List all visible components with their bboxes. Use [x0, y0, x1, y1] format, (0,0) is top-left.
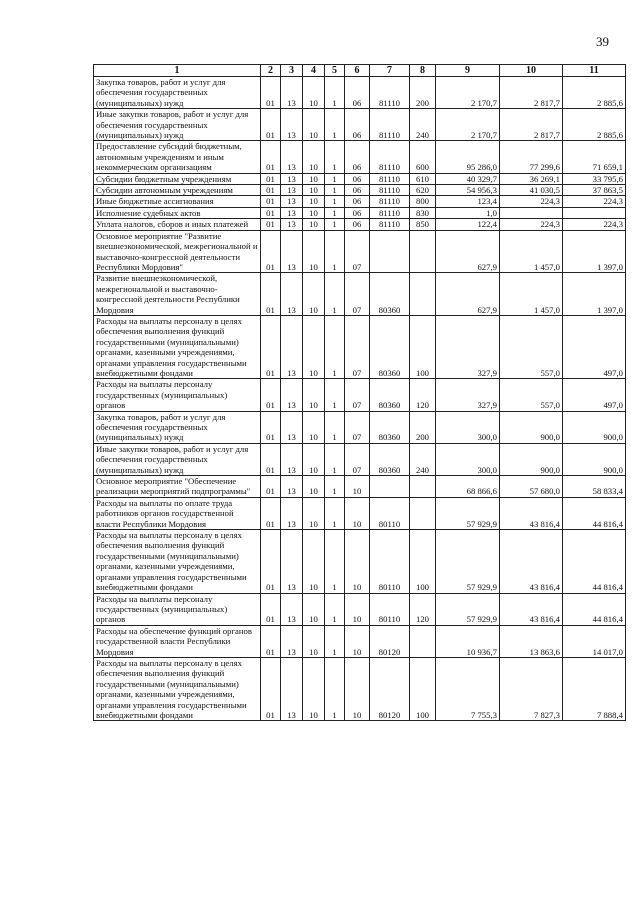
row-cell-c6: 07 [345, 230, 370, 273]
table-row [94, 411, 626, 443]
header-cell: 2 [261, 65, 281, 77]
row-cell-c7 [370, 476, 410, 498]
row-cell-c2: 01 [261, 141, 281, 173]
row-cell-c6: 06 [345, 207, 370, 218]
row-cell-c4: 10 [303, 379, 325, 411]
row-cell-c11: 58 833,4 [563, 476, 626, 498]
row-cell-c9: 627,9 [436, 230, 500, 273]
row-cell-c2: 01 [261, 230, 281, 273]
row-cell-c6: 06 [345, 109, 370, 141]
page-number: 39 [596, 34, 609, 49]
table-row [94, 196, 626, 207]
row-name-cell: Расходы на выплаты персоналу государственных (муниципальных) органов [94, 593, 261, 625]
row-cell-c7: 81110 [370, 173, 410, 184]
row-cell-c3: 13 [281, 443, 303, 475]
row-cell-c2: 01 [261, 476, 281, 498]
row-name-cell: Закупка товаров, работ и услуг для обеспечения государственных (муниципальных) нужд [94, 77, 261, 109]
row-cell-c10: 7 827,3 [500, 657, 563, 720]
row-cell-c11: 44 816,4 [563, 593, 626, 625]
row-cell-c3: 13 [281, 657, 303, 720]
row-cell-c5: 1 [325, 476, 345, 498]
row-cell-c4: 10 [303, 185, 325, 196]
row-cell-c6: 07 [345, 443, 370, 475]
row-cell-c4: 10 [303, 109, 325, 141]
row-cell-c10: 1 457,0 [500, 273, 563, 316]
row-cell-c2: 01 [261, 109, 281, 141]
table-row [94, 497, 626, 529]
row-cell-c11: 44 816,4 [563, 497, 626, 529]
row-cell-c6: 10 [345, 593, 370, 625]
row-name-cell: Расходы на обеспечение функций органов государственной власти Республики Мордовия [94, 625, 261, 657]
row-cell-c8: 600 [410, 141, 436, 173]
row-cell-c2: 01 [261, 315, 281, 378]
row-name-cell: Субсидии автономным учреждениям [94, 185, 261, 196]
row-cell-c8: 200 [410, 77, 436, 109]
row-cell-c3: 13 [281, 196, 303, 207]
row-cell-c8: 120 [410, 379, 436, 411]
row-cell-c9: 68 866,6 [436, 476, 500, 498]
row-cell-c8 [410, 497, 436, 529]
header-cell: 10 [500, 65, 563, 77]
row-name-cell: Расходы на выплаты персоналу в целях обеспечения выполнения функций государственными (муниципальными) органами, казенными учреждениями, органами управления государственными внебюджетными фондами [94, 657, 261, 720]
table-row [94, 109, 626, 141]
row-cell-c3: 13 [281, 173, 303, 184]
row-cell-c6: 07 [345, 379, 370, 411]
row-name-cell: Иные закупки товаров, работ и услуг для обеспечения государственных (муниципальных) нужд [94, 443, 261, 475]
table-row [94, 173, 626, 184]
row-cell-c7: 81110 [370, 185, 410, 196]
row-cell-c9: 57 929,9 [436, 593, 500, 625]
row-cell-c4: 10 [303, 230, 325, 273]
row-cell-c7: 81110 [370, 77, 410, 109]
row-cell-c3: 13 [281, 77, 303, 109]
table-row [94, 625, 626, 657]
row-cell-c6: 06 [345, 219, 370, 230]
row-cell-c11: 7 888,4 [563, 657, 626, 720]
row-cell-c3: 13 [281, 411, 303, 443]
row-cell-c11: 497,0 [563, 315, 626, 378]
header-cell: 6 [345, 65, 370, 77]
row-cell-c9: 57 929,9 [436, 530, 500, 593]
row-cell-c6: 10 [345, 476, 370, 498]
row-cell-c10: 43 816,4 [500, 530, 563, 593]
row-name-cell: Основное мероприятие "Обеспечение реализации мероприятий подпрограммы" [94, 476, 261, 498]
row-cell-c9: 10 936,7 [436, 625, 500, 657]
row-cell-c7: 80360 [370, 273, 410, 316]
row-cell-c7: 81110 [370, 219, 410, 230]
row-cell-c3: 13 [281, 109, 303, 141]
row-cell-c7: 80110 [370, 593, 410, 625]
row-cell-c8: 800 [410, 196, 436, 207]
row-cell-c7: 81110 [370, 109, 410, 141]
row-cell-c6: 06 [345, 141, 370, 173]
row-cell-c4: 10 [303, 530, 325, 593]
row-cell-c4: 10 [303, 625, 325, 657]
header-cell: 5 [325, 65, 345, 77]
row-cell-c3: 13 [281, 530, 303, 593]
row-cell-c8: 200 [410, 411, 436, 443]
header-cell: 8 [410, 65, 436, 77]
row-cell-c10: 36 269,1 [500, 173, 563, 184]
table-row [94, 273, 626, 316]
table-body [94, 77, 626, 721]
header-cell: 7 [370, 65, 410, 77]
row-cell-c9: 7 755,3 [436, 657, 500, 720]
row-cell-c6: 10 [345, 497, 370, 529]
row-cell-c4: 10 [303, 476, 325, 498]
row-cell-c10: 43 816,4 [500, 497, 563, 529]
row-cell-c8: 100 [410, 315, 436, 378]
row-cell-c4: 10 [303, 273, 325, 316]
row-cell-c2: 01 [261, 625, 281, 657]
table-header-row [94, 65, 626, 77]
row-cell-c2: 01 [261, 379, 281, 411]
row-cell-c11: 37 863,5 [563, 185, 626, 196]
row-cell-c10: 557,0 [500, 315, 563, 378]
row-cell-c8: 100 [410, 530, 436, 593]
row-cell-c9: 95 286,0 [436, 141, 500, 173]
row-name-cell: Предоставление субсидий бюджетным, автономным учреждениям и иным некоммерческим организациям [94, 141, 261, 173]
row-cell-c6: 06 [345, 77, 370, 109]
row-cell-c7: 80360 [370, 315, 410, 378]
row-cell-c3: 13 [281, 379, 303, 411]
header-cell: 11 [563, 65, 626, 77]
budget-table [93, 64, 626, 721]
row-cell-c2: 01 [261, 657, 281, 720]
row-cell-c8: 850 [410, 219, 436, 230]
row-cell-c8 [410, 476, 436, 498]
row-cell-c5: 1 [325, 185, 345, 196]
row-cell-c11: 900,0 [563, 411, 626, 443]
row-cell-c2: 01 [261, 207, 281, 218]
row-cell-c9: 300,0 [436, 411, 500, 443]
table-row [94, 315, 626, 378]
row-cell-c6: 07 [345, 315, 370, 378]
row-cell-c11: 1 397,0 [563, 230, 626, 273]
row-cell-c7: 80360 [370, 379, 410, 411]
row-name-cell: Основное мероприятие "Развитие внешнеэкономической, межрегиональной и выставочно-конгрессной деятельности Республики Мордовия" [94, 230, 261, 273]
row-cell-c5: 1 [325, 625, 345, 657]
row-cell-c6: 06 [345, 173, 370, 184]
row-name-cell: Расходы на выплаты по оплате труда работников органов государственной власти Республики Мордовия [94, 497, 261, 529]
row-cell-c10: 224,3 [500, 196, 563, 207]
row-cell-c11 [563, 207, 626, 218]
row-cell-c8: 240 [410, 109, 436, 141]
row-cell-c7: 80360 [370, 411, 410, 443]
row-cell-c2: 01 [261, 196, 281, 207]
table-row [94, 593, 626, 625]
row-cell-c5: 1 [325, 530, 345, 593]
table-row [94, 230, 626, 273]
row-cell-c5: 1 [325, 497, 345, 529]
table-row [94, 379, 626, 411]
table-row [94, 657, 626, 720]
row-cell-c2: 01 [261, 173, 281, 184]
row-cell-c11: 497,0 [563, 379, 626, 411]
row-name-cell: Уплата налогов, сборов и иных платежей [94, 219, 261, 230]
row-cell-c5: 1 [325, 219, 345, 230]
row-cell-c7: 81110 [370, 196, 410, 207]
row-cell-c8 [410, 625, 436, 657]
table-row [94, 476, 626, 498]
row-cell-c5: 1 [325, 273, 345, 316]
row-cell-c10: 57 680,0 [500, 476, 563, 498]
row-cell-c10: 2 817,7 [500, 77, 563, 109]
header-cell: 1 [94, 65, 261, 77]
row-cell-c3: 13 [281, 476, 303, 498]
row-cell-c9: 1,0 [436, 207, 500, 218]
row-cell-c8: 100 [410, 657, 436, 720]
row-cell-c3: 13 [281, 625, 303, 657]
row-cell-c8: 620 [410, 185, 436, 196]
row-cell-c11: 224,3 [563, 219, 626, 230]
row-cell-c9: 627,9 [436, 273, 500, 316]
row-cell-c7: 80110 [370, 497, 410, 529]
row-cell-c5: 1 [325, 196, 345, 207]
row-cell-c5: 1 [325, 315, 345, 378]
table-row [94, 219, 626, 230]
row-cell-c5: 1 [325, 230, 345, 273]
row-cell-c7: 80120 [370, 625, 410, 657]
row-cell-c11: 71 659,1 [563, 141, 626, 173]
row-cell-c5: 1 [325, 173, 345, 184]
row-name-cell: Развитие внешнеэкономической, межрегиональной и выставочно-конгрессной деятельности Республики Мордовия [94, 273, 261, 316]
row-cell-c6: 10 [345, 530, 370, 593]
row-cell-c2: 01 [261, 185, 281, 196]
row-cell-c9: 123,4 [436, 196, 500, 207]
row-cell-c6: 10 [345, 657, 370, 720]
row-name-cell: Расходы на выплаты персоналу государственных (муниципальных) органов [94, 379, 261, 411]
row-cell-c6: 10 [345, 625, 370, 657]
row-cell-c4: 10 [303, 77, 325, 109]
row-cell-c7: 80110 [370, 530, 410, 593]
row-cell-c10: 13 863,6 [500, 625, 563, 657]
row-name-cell: Иные бюджетные ассигнования [94, 196, 261, 207]
row-cell-c2: 01 [261, 497, 281, 529]
row-cell-c4: 10 [303, 196, 325, 207]
row-cell-c4: 10 [303, 593, 325, 625]
row-cell-c9: 327,9 [436, 379, 500, 411]
row-cell-c2: 01 [261, 273, 281, 316]
row-cell-c9: 40 329,7 [436, 173, 500, 184]
row-cell-c4: 10 [303, 173, 325, 184]
row-cell-c10: 224,3 [500, 219, 563, 230]
row-cell-c6: 06 [345, 185, 370, 196]
row-cell-c3: 13 [281, 273, 303, 316]
row-cell-c4: 10 [303, 315, 325, 378]
row-cell-c3: 13 [281, 185, 303, 196]
row-name-cell: Закупка товаров, работ и услуг для обеспечения государственных (муниципальных) нужд [94, 411, 261, 443]
row-cell-c3: 13 [281, 497, 303, 529]
table-row [94, 77, 626, 109]
row-cell-c9: 2 170,7 [436, 77, 500, 109]
row-cell-c3: 13 [281, 315, 303, 378]
row-cell-c8: 610 [410, 173, 436, 184]
row-cell-c11: 44 816,4 [563, 530, 626, 593]
table-row [94, 443, 626, 475]
row-name-cell: Иные закупки товаров, работ и услуг для обеспечения государственных (муниципальных) нужд [94, 109, 261, 141]
row-cell-c7: 80120 [370, 657, 410, 720]
row-cell-c8 [410, 273, 436, 316]
row-cell-c10: 2 817,7 [500, 109, 563, 141]
row-cell-c9: 300,0 [436, 443, 500, 475]
row-cell-c8 [410, 230, 436, 273]
row-cell-c9: 2 170,7 [436, 109, 500, 141]
row-cell-c7: 81110 [370, 141, 410, 173]
header-cell: 3 [281, 65, 303, 77]
table-row [94, 207, 626, 218]
row-cell-c8: 120 [410, 593, 436, 625]
row-cell-c8: 240 [410, 443, 436, 475]
row-cell-c2: 01 [261, 593, 281, 625]
row-cell-c5: 1 [325, 77, 345, 109]
row-cell-c5: 1 [325, 657, 345, 720]
row-cell-c2: 01 [261, 411, 281, 443]
row-cell-c3: 13 [281, 141, 303, 173]
row-cell-c11: 33 795,6 [563, 173, 626, 184]
row-name-cell: Расходы на выплаты персоналу в целях обеспечения выполнения функций государственными (муниципальными) органами, казенными учреждениями, органами управления государственными внебюджетными фондами [94, 315, 261, 378]
row-cell-c9: 327,9 [436, 315, 500, 378]
row-cell-c6: 06 [345, 196, 370, 207]
row-cell-c9: 57 929,9 [436, 497, 500, 529]
row-cell-c10: 900,0 [500, 443, 563, 475]
row-cell-c11: 2 885,6 [563, 77, 626, 109]
row-cell-c5: 1 [325, 411, 345, 443]
row-cell-c10: 77 299,6 [500, 141, 563, 173]
row-cell-c7: 80360 [370, 443, 410, 475]
row-cell-c11: 900,0 [563, 443, 626, 475]
row-cell-c4: 10 [303, 443, 325, 475]
row-cell-c5: 1 [325, 379, 345, 411]
row-cell-c5: 1 [325, 207, 345, 218]
row-cell-c10 [500, 207, 563, 218]
row-cell-c11: 1 397,0 [563, 273, 626, 316]
row-cell-c3: 13 [281, 593, 303, 625]
row-cell-c4: 10 [303, 411, 325, 443]
row-cell-c7 [370, 230, 410, 273]
row-cell-c9: 54 956,3 [436, 185, 500, 196]
row-cell-c5: 1 [325, 109, 345, 141]
row-cell-c3: 13 [281, 219, 303, 230]
row-cell-c4: 10 [303, 141, 325, 173]
header-cell: 4 [303, 65, 325, 77]
row-cell-c3: 13 [281, 230, 303, 273]
row-cell-c2: 01 [261, 443, 281, 475]
table-row [94, 530, 626, 593]
row-cell-c2: 01 [261, 77, 281, 109]
row-cell-c9: 122,4 [436, 219, 500, 230]
row-cell-c10: 41 030,5 [500, 185, 563, 196]
row-cell-c3: 13 [281, 207, 303, 218]
row-cell-c5: 1 [325, 593, 345, 625]
table-row [94, 141, 626, 173]
row-cell-c10: 557,0 [500, 379, 563, 411]
header-cell: 9 [436, 65, 500, 77]
row-cell-c4: 10 [303, 207, 325, 218]
row-cell-c8: 830 [410, 207, 436, 218]
row-cell-c5: 1 [325, 443, 345, 475]
row-cell-c11: 2 885,6 [563, 109, 626, 141]
table-row [94, 185, 626, 196]
row-cell-c2: 01 [261, 219, 281, 230]
row-cell-c10: 900,0 [500, 411, 563, 443]
row-name-cell: Субсидии бюджетным учреждениям [94, 173, 261, 184]
row-cell-c6: 07 [345, 411, 370, 443]
row-cell-c11: 14 017,0 [563, 625, 626, 657]
row-name-cell: Расходы на выплаты персоналу в целях обеспечения выполнения функций государственными (муниципальными) органами, казенными учреждениями, органами управления государственными внебюджетными фондами [94, 530, 261, 593]
row-cell-c4: 10 [303, 657, 325, 720]
row-cell-c10: 1 457,0 [500, 230, 563, 273]
row-cell-c2: 01 [261, 530, 281, 593]
row-name-cell: Исполнение судебных актов [94, 207, 261, 218]
row-cell-c6: 07 [345, 273, 370, 316]
row-cell-c4: 10 [303, 497, 325, 529]
row-cell-c5: 1 [325, 141, 345, 173]
row-cell-c4: 10 [303, 219, 325, 230]
row-cell-c11: 224,3 [563, 196, 626, 207]
row-cell-c7: 81110 [370, 207, 410, 218]
row-cell-c10: 43 816,4 [500, 593, 563, 625]
